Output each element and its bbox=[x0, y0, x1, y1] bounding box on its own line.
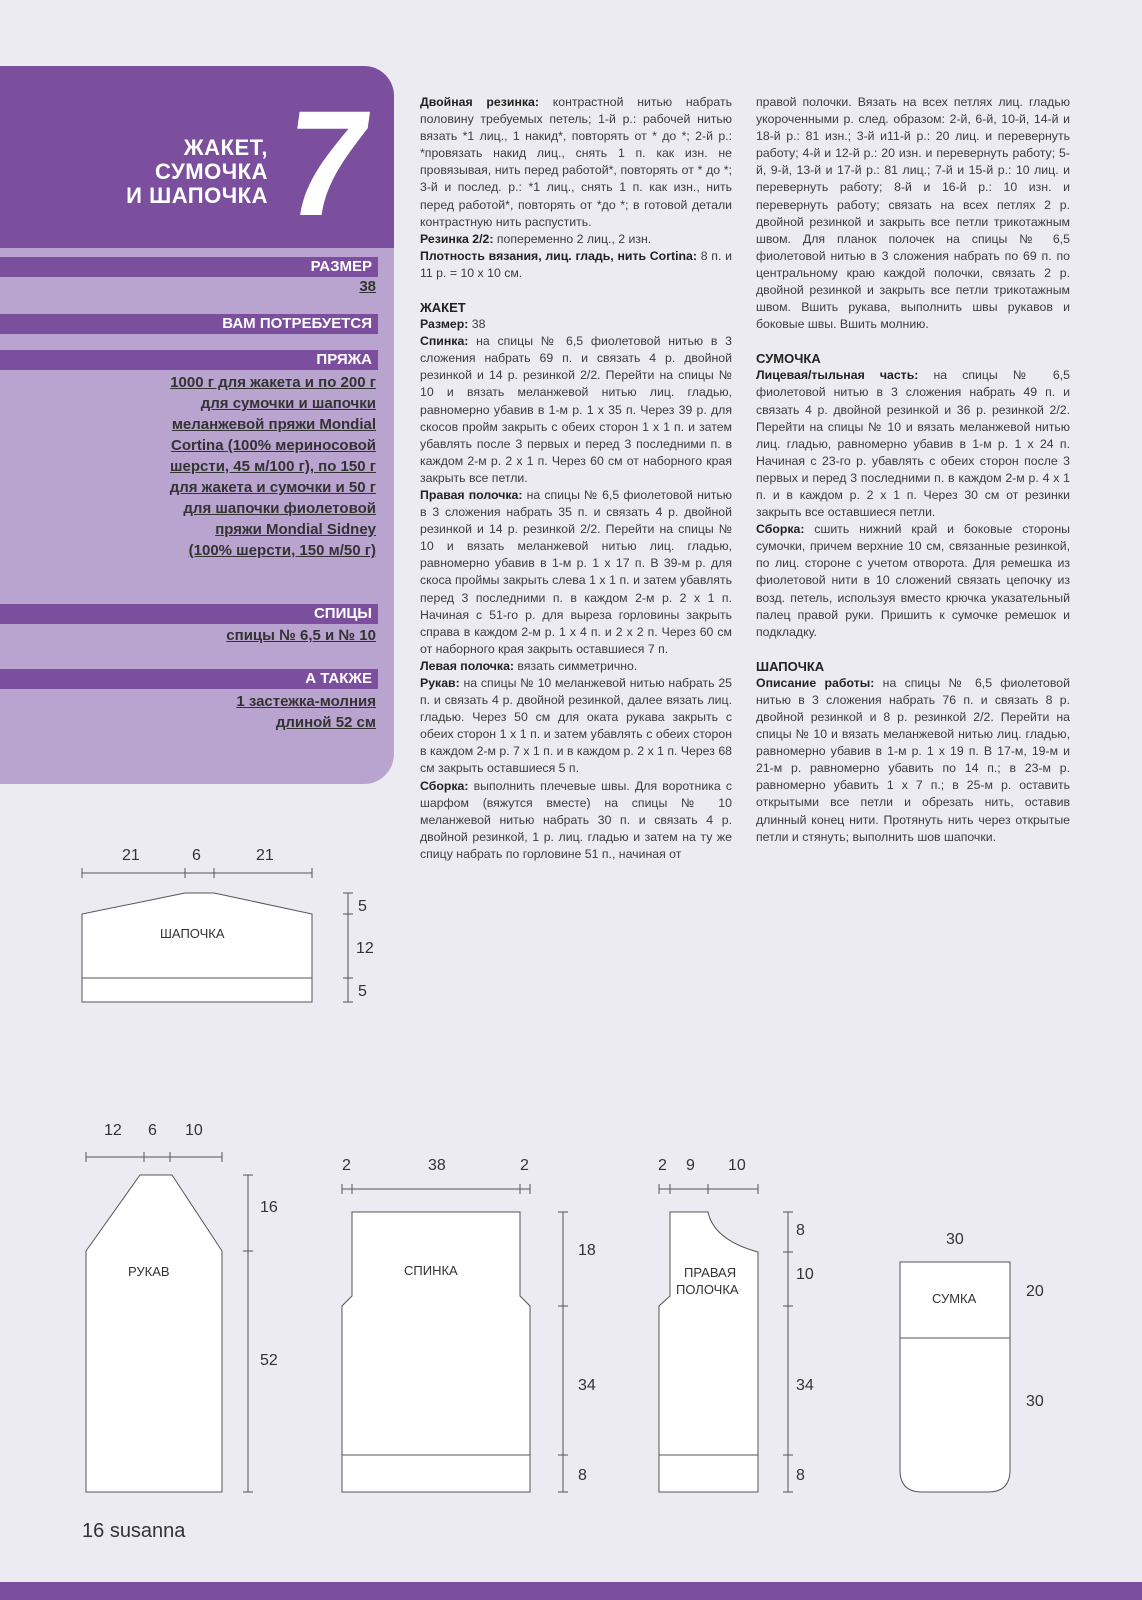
bag-dim-side: 30 bbox=[1026, 1393, 1044, 1410]
sleeve-diagram bbox=[86, 1152, 253, 1492]
back-dim-side: 34 bbox=[578, 1377, 596, 1394]
bag-front-heading: Лицевая/тыльная часть: bbox=[756, 368, 919, 383]
front-dim-top: 2 bbox=[658, 1157, 667, 1174]
page-number: 16 bbox=[82, 1520, 105, 1542]
title-line: ЖАКЕТ, bbox=[183, 135, 268, 160]
back-heading: Спинка: bbox=[420, 334, 469, 349]
jacket-heading: ЖАКЕТ bbox=[420, 300, 466, 316]
front-dim-side: 34 bbox=[796, 1377, 814, 1394]
sleeve-heading: Рукав: bbox=[420, 676, 460, 690]
size-value: 38 bbox=[359, 278, 376, 295]
back-dim-side: 8 bbox=[578, 1467, 587, 1484]
hat-dim-top: 6 bbox=[192, 847, 201, 864]
footer-bar bbox=[0, 1582, 1142, 1600]
front-diagram bbox=[659, 1184, 793, 1492]
yarn-line: Cortina (100% мериносовой bbox=[171, 437, 376, 454]
yarn-label: ПРЯЖА bbox=[316, 351, 372, 368]
jacket-assembly-text: выполнить плечевые швы. Для воротника с шарфом (вяжутся вместе) на спицы № 10 меланжевой нитью набрать 30 п. и связать 4 р. двойной резинкой, 1 р. лиц. гладью и затем на ту же спицу набрать по горловине 51 п., начиная от bbox=[420, 778, 732, 861]
yarn-line: пряжи Mondial Sidney bbox=[215, 521, 376, 538]
yarn-line: меланжевой пряжи Mondial bbox=[171, 416, 376, 433]
hat-label: ШАПОЧКА bbox=[160, 926, 225, 941]
hat-dim-side: 5 bbox=[358, 983, 367, 1000]
bag-dim-top: 30 bbox=[946, 1231, 964, 1248]
yarn-line: (100% шерсти, 150 м/50 г) bbox=[188, 542, 376, 559]
bag-label: СУМКА bbox=[932, 1291, 977, 1306]
double-rib-text: контрастной нитью набрать половину требуемых петель; 1-й р.: рабочей нитью вязать *1 лиц., 1 накид*, повторять от * до *; 2-й р.: *провязать накид лиц., снять 1 п. как изн. не провязывая, нить перед работой*, повторять от * до *; 3-й и послед. р.: *1 лиц., снять 1 п. как изн., нить перед работой*, повторять от *до *; в готовой детали контрастную нить распустить. bbox=[420, 95, 733, 229]
right-front-text: на спицы № 6,5 фиолетовой нитью в 3 сложения набрать 35 п. и связать 4 р. двойной резинкой и 14 р. резинкой 2/2. Перейти на спицы № 10 и вязать меланжевой нитью лиц. гладью, равномерно убавив в 1-м р. 1 х 17 п. В 39-м р. для скоса проймы закрыть слева 1 х 1 п. и затем убавлять перед 3 последними п. в каждом 2-м р. 2 х 1 п. Начиная с 51-го р. для выреза горловины закрыть справа в каждом 2-м р. 1 х 4 п. и 2 х 2 п. Через 60 см от наборного края закрыть оставшиеся 7 п. bbox=[420, 487, 732, 656]
rib-text: попеременно 2 лиц., 2 изн. bbox=[493, 231, 652, 246]
yarn-line: для жакета и сумочки и 50 г bbox=[169, 479, 376, 496]
yarn-line: 1000 г для жакета и по 200 г bbox=[170, 374, 376, 391]
back-text: на спицы № 6,5 фиолетовой нитью в 3 сложения набрать 69 п. и связать 4 р. двойной резинкой и 14 р. резинкой 2/2. Перейти на спицы № 10 и вязать меланжевой нитью лиц. гладью, равномерно убавив в 1-м р. 1 х 35 п. Через 39 р. для скосов пройм закрыть с обеих сторон 1 х 1 п. и затем убавлять после 3 первых и перед 3 последними п. в каждом 2-м р. 2 х 1 п. Через 60 см от наборного края закрыть все петли. bbox=[420, 334, 732, 485]
hat-desc-heading: Описание работы: bbox=[756, 675, 875, 690]
yarn-line: для сумочки и шапочки bbox=[200, 395, 376, 412]
bag-dim-side: 20 bbox=[1026, 1283, 1044, 1300]
left-front-text: вязать симметрично. bbox=[514, 658, 638, 673]
bag-heading: СУМОЧКА bbox=[756, 351, 821, 367]
rib-heading: Резинка 2/2: bbox=[420, 231, 494, 246]
gauge-heading: Плотность вязания, лиц. гладь, нить Cortina: bbox=[420, 248, 697, 263]
front-dim-side: 8 bbox=[796, 1222, 805, 1239]
front-label: ПРАВАЯ bbox=[684, 1265, 737, 1280]
also-line: 1 застежка-молния bbox=[236, 693, 376, 710]
sleeve-dim-top: 10 bbox=[185, 1122, 203, 1139]
yarn-line: для шапочки фиолетовой bbox=[183, 500, 376, 517]
hat-dim-top: 21 bbox=[122, 847, 140, 864]
need-label: ВАМ ПОТРЕБУЕТСЯ bbox=[222, 315, 372, 332]
jacket-size-value: 38 bbox=[468, 317, 486, 332]
yarn-line: шерсти, 45 м/100 г), по 150 г bbox=[170, 458, 376, 475]
jacket-assembly-heading: Сборка: bbox=[420, 778, 469, 793]
title-line: И ШАПОЧКА bbox=[126, 183, 268, 208]
page-footer bbox=[82, 1520, 185, 1543]
hat-desc-text: на спицы № 6,5 фиолетовой нитью в 3 сложения набрать 76 п. и связать 8 р. двойной резинкой и 8 р. резинкой 2/2. Перейти на спицы № 10 и вязать меланжевой нитью лиц. гладью, равномерно убавив в 1-м р. 1 х 19 п. В 17-м, 19-м и 21-м р. равномерно убавить по 14 п.; в 23-м р. равномерно убавить 1 х 7 п.; в 25-м р. оставить открытыми все петли и обрезать нить, оставив длинный конец нити. Протянуть нить через открытые петли и стянуть; выполнить шов шапочки. bbox=[756, 675, 1070, 844]
left-front-heading: Левая полочка: bbox=[420, 658, 515, 673]
pattern-number: 7 bbox=[274, 79, 382, 247]
hat-heading: ШАПОЧКА bbox=[756, 658, 825, 674]
sleeve-label: РУКАВ bbox=[128, 1264, 170, 1279]
hat-dim-side: 12 bbox=[356, 940, 374, 957]
gauge-text: 8 п. и 11 р. = 10 х 10 см. bbox=[420, 248, 732, 280]
double-rib-heading: Двойная резинка: bbox=[420, 95, 539, 109]
right-front-heading: Правая полочка: bbox=[420, 487, 523, 502]
hat-dim-side: 5 bbox=[358, 898, 367, 915]
back-dim-side: 18 bbox=[578, 1242, 596, 1259]
back-dim-top: 38 bbox=[428, 1157, 446, 1174]
jacket-size-label: Размер: bbox=[420, 317, 469, 332]
bag-assembly-text: сшить нижний край и боковые стороны сумочки, причем верхние 10 см, связанные резинкой, по лиц. стороне с учетом отворота. Для ремешка из фиолетовой нити в 10 сложений связать цепочку из возд. петель, используя вместо крючка указательный палец правой руки. Пришить к сумочке ремешок и подкладку. bbox=[756, 522, 1070, 639]
sleeve-dim-side: 52 bbox=[260, 1352, 278, 1369]
back-dim-top: 2 bbox=[342, 1157, 351, 1174]
also-label: А ТАКЖЕ bbox=[305, 670, 372, 687]
title-line: СУМОЧКА bbox=[155, 159, 268, 184]
front-label: ПОЛОЧКА bbox=[676, 1282, 739, 1297]
magazine-name: susanna bbox=[109, 1520, 186, 1542]
also-line: длиной 52 см bbox=[275, 714, 376, 731]
sleeve-text: на спицы № 10 меланжевой нитью набрать 25 п. и связать 4 р. двойной резинкой, далее вязать лиц. гладью. Через 50 см для оката рукава закрыть с обеих сторон 1 х 1 п. и затем убавлять с обеих сторон в каждом 2-м р. 7 х 1 п. и в каждом р. 2 х 1 п. Через 68 см закрыть оставшиеся 5 п. bbox=[420, 676, 732, 776]
back-diagram bbox=[342, 1184, 568, 1492]
size-label: РАЗМЕР bbox=[310, 258, 372, 275]
needles-label: СПИЦЫ bbox=[313, 605, 372, 622]
front-dim-top: 10 bbox=[728, 1157, 746, 1174]
collar-continuation-text: правой полочки. Вязать на всех петлях лиц. гладью укороченными р. след. образом: 2-й, 6-й, 10-й, 14-й и 18-й р.: 81 изн.; 3-й и11-й р.: 20 лиц. и перевернуть работу; 4-й и 12-й р.: 20 изн. и перевернуть работу; 5-й, 9-й, 13-й и 17-й р.: 81 лиц.; 7-й и 15-й р.: 10 лиц. и перевернуть работу; 8-й и 16-й р.: 10 изн. и перевернуть работу; связать на всех петлях 2 р. двойной резинкой и закрыть все петли трикотажным швом. Для планок полочек на спицы № 6,5 фиолетовой нитью в 3 сложения набрать по 69 п. по центральному краю каждой полочки, связать 2 р. двойной резинкой и закрыть все петли трикотажным швом. Вшить рукава, выполнить швы рукавов и боковые швы. Вшить молнию. bbox=[756, 95, 1070, 332]
hat-dim-top: 21 bbox=[256, 847, 274, 864]
front-dim-top: 9 bbox=[686, 1157, 695, 1174]
bag-assembly-heading: Сборка: bbox=[756, 522, 805, 537]
front-dim-side: 10 bbox=[796, 1266, 814, 1283]
back-label: СПИНКА bbox=[404, 1263, 458, 1278]
back-dim-top: 2 bbox=[520, 1157, 529, 1174]
needles-value: спицы № 6,5 и № 10 bbox=[226, 627, 376, 644]
front-dim-side: 8 bbox=[796, 1467, 805, 1484]
bag-front-text: на спицы № 6,5 фиолетовой нитью в 3 сложения набрать 49 п. и связать 4 р. двойной резинкой и 36 р. резинкой 2/2. Перейти на спицы № 10 и вязать меланжевой нитью лиц. гладью, равномерно убавив в 1-м р. 1 х 24 п. Начиная с 23-го р. убавлять с обеих сторон после 3 первых и перед 3 последними п. в каждом 2-м р. 4 х 1 п. и в каждом р. 2 х 1 п. Через 30 см от резинки закрыть все оставшиеся петли. bbox=[756, 368, 1070, 520]
sleeve-dim-top: 6 bbox=[148, 1122, 157, 1139]
sleeve-dim-top: 12 bbox=[104, 1122, 122, 1139]
sleeve-dim-side: 16 bbox=[260, 1199, 278, 1216]
